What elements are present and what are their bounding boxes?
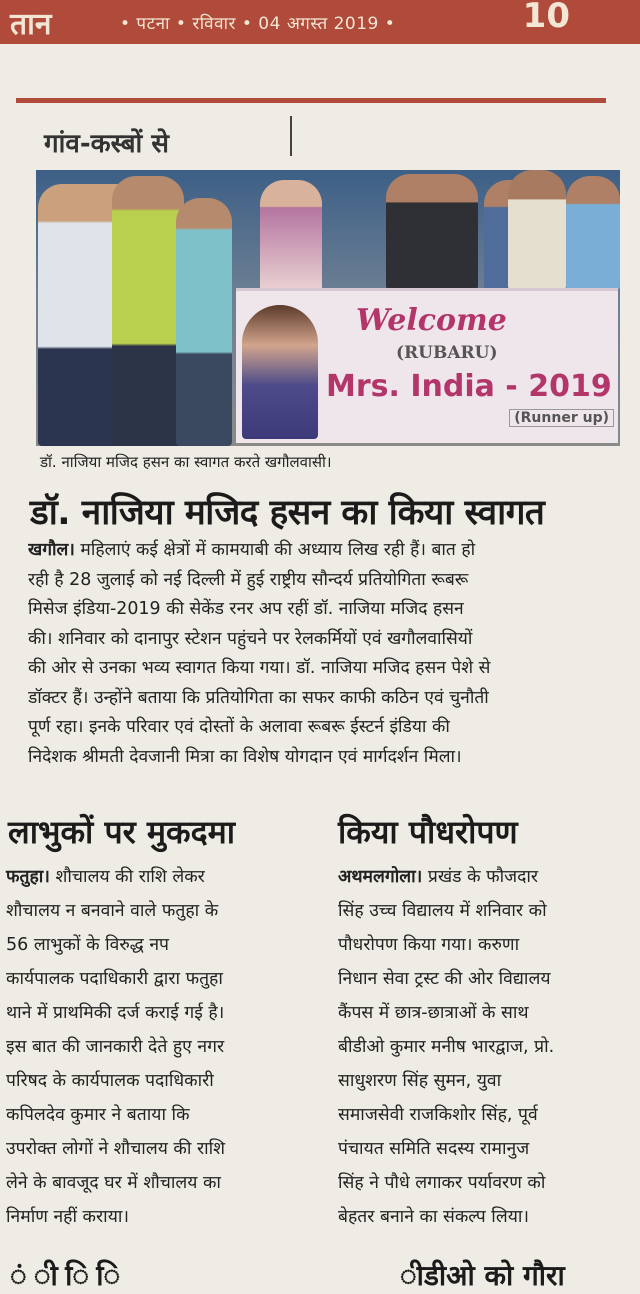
section-divider bbox=[290, 116, 292, 156]
photo-caption: डॉ. नाजिया मजिद हसन का स्वागत करते खगौलवासी। bbox=[40, 453, 332, 471]
left-headline: लाभुकों पर मुकदमा bbox=[8, 813, 236, 851]
article-line: कार्यपालक पदाधिकारी द्वारा फतुहा bbox=[6, 969, 223, 989]
article-line: समाजसेवी राजकिशोर सिंह, पूर्व bbox=[338, 1105, 538, 1125]
right-headline: किया पौधरोपण bbox=[338, 813, 518, 851]
article-line: निदेशक श्रीमती देवजानी मित्रा का विशेष योगदान एवं मार्गदर्शन मिला। bbox=[28, 746, 462, 767]
next-headline-right: ीडीओ को गौरा bbox=[400, 1259, 565, 1292]
photo-person bbox=[112, 176, 184, 446]
article-line: रही है 28 जुलाई को नई दिल्ली में हुई राष्ट्रीय सौन्दर्य प्रतियोगिता रूबरू bbox=[28, 569, 469, 590]
banner-subtitle: (Runner up) bbox=[509, 409, 614, 427]
photo-person bbox=[508, 170, 566, 290]
banner-welcome: Welcome bbox=[356, 303, 507, 338]
section-rule bbox=[16, 98, 606, 103]
article-line: कपिलदेव कुमार ने बताया कि bbox=[6, 1105, 190, 1125]
article-line: डॉक्टर हैं। उन्होंने बताया कि प्रतियोगिता का सफर काफी कठिन एवं चुनौती bbox=[28, 687, 489, 708]
article-line: परिषद के कार्यपालक पदाधिकारी bbox=[6, 1071, 214, 1091]
photo-person bbox=[386, 174, 478, 290]
next-headline-left: ं ी ि ि bbox=[10, 1259, 121, 1292]
article-line: मिसेज इंडिया-2019 की सेकेंड रनर अप रहीं डॉ. नाजिया मजिद हसन bbox=[28, 599, 464, 619]
article-text: महिलाएं कई क्षेत्रों में कामयाबी की अध्याय लिख रही हैं। बात हो bbox=[74, 540, 476, 560]
welcome-banner bbox=[236, 288, 618, 443]
main-article-body bbox=[28, 536, 630, 772]
edition-dateline: • पटना • रविवार • 04 अगस्त 2019 • bbox=[120, 13, 396, 34]
article-line: लेने के बावजूद घर में शौचालय का bbox=[6, 1173, 221, 1193]
article-line bbox=[338, 860, 554, 894]
main-headline: डॉ. नाजिया मजिद हसन का किया स्वागत bbox=[30, 493, 545, 533]
article-text: प्रखंड के फौजदार bbox=[422, 867, 539, 887]
article-line: बीडीओ कुमार मनीष भारद्वाज, प्रो. bbox=[338, 1037, 555, 1057]
article-line: कैंपस में छात्र-छात्राओं के साथ bbox=[338, 1003, 529, 1023]
article-line: पंचायत समिति सदस्य रामानुज bbox=[338, 1139, 530, 1159]
section-label: गांव-कस्बों से bbox=[44, 129, 169, 159]
article-line bbox=[6, 860, 225, 894]
article-line: की ओर से उनका भव्य स्वागत किया गया। डॉ. नाजिया मजिद हसन पेशे से bbox=[28, 658, 491, 678]
news-photo bbox=[36, 170, 620, 446]
article-line: सिंह उच्च विद्यालय में शनिवार को bbox=[338, 901, 547, 921]
article-line: 56 लाभुकों के विरुद्ध नप bbox=[6, 935, 169, 955]
article-line: थाने में प्राथमिकी दर्ज कराई गई है। bbox=[6, 1003, 225, 1023]
right-article-body bbox=[338, 860, 554, 1234]
dateline: फतुहा। bbox=[6, 867, 50, 887]
newspaper-name: तान bbox=[10, 6, 52, 42]
left-article-body bbox=[6, 860, 225, 1234]
article-line: उपरोक्त लोगों ने शौचालय की राशि bbox=[6, 1139, 226, 1159]
article-text: शौचालय की राशि लेकर bbox=[49, 867, 205, 887]
photo-person bbox=[176, 198, 232, 446]
article-line: पूर्ण रहा। इनके परिवार एवं दोस्तों के अलावा रूबरू ईस्टर्न इंडिया की bbox=[28, 717, 450, 737]
article-line: बेहतर बनाने का संकल्प लिया। bbox=[338, 1207, 530, 1227]
article-line: निधान सेवा ट्रस्ट की ओर विद्यालय bbox=[338, 969, 551, 989]
article-line: सिंह ने पौधे लगाकर पर्यावरण को bbox=[338, 1173, 546, 1193]
article-line: शौचालय न बनवाने वाले फतुहा के bbox=[6, 901, 219, 921]
article-line: पौधरोपण किया गया। करुणा bbox=[338, 935, 520, 955]
article-line: इस बात की जानकारी देते हुए नगर bbox=[6, 1037, 225, 1057]
banner-title: Mrs. India - 2019 bbox=[326, 369, 612, 404]
dateline: खगौल। bbox=[28, 540, 75, 560]
dateline: अथमलगोला। bbox=[338, 867, 423, 887]
photo-person bbox=[566, 176, 620, 290]
article-line bbox=[28, 536, 630, 566]
banner-org: (RUBARU) bbox=[396, 343, 498, 363]
article-line: साधुशरण सिंह सुमन, युवा bbox=[338, 1071, 502, 1091]
article-line: निर्माण नहीं कराया। bbox=[6, 1207, 130, 1227]
article-line: की। शनिवार को दानापुर स्टेशन पहुंचने पर रेलकर्मियों एवं खगौलवासियों bbox=[28, 628, 473, 649]
photo-person bbox=[260, 180, 322, 300]
banner-portrait bbox=[242, 305, 318, 439]
page-number: 10 bbox=[522, 0, 570, 36]
masthead bbox=[0, 0, 640, 44]
